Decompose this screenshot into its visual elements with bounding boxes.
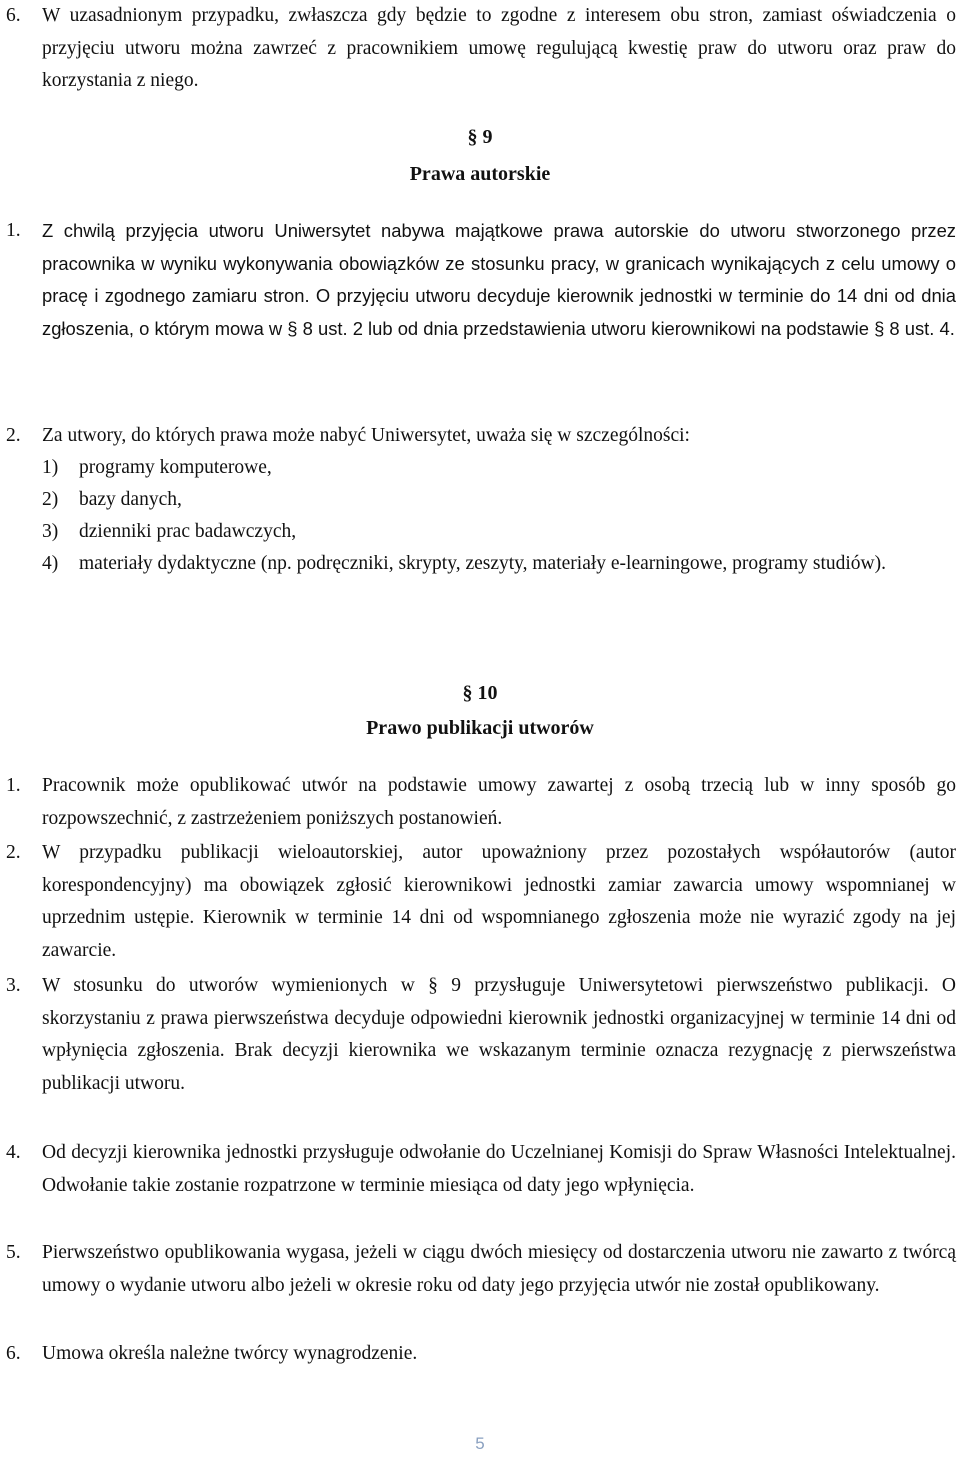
section-10-paragraph: [6, 1338, 956, 1371]
paragraph-text: Pracownik może opublikować utwór na podstawie umowy zawartej z osobą trzecią lub w inny sposób go rozpowszechnić, z zastrzeżeniem poniższych postanowień.: [42, 775, 956, 829]
section-9-paragraph-1: [6, 215, 956, 345]
list-item-number: 2): [42, 489, 59, 510]
section-10-number: § 10: [462, 682, 498, 704]
section-10-paragraph: [6, 970, 956, 1100]
list-item: [42, 484, 956, 517]
paragraph-number: 3.: [6, 975, 21, 996]
section-10-paragraph: [6, 1237, 956, 1302]
list-item-text: materiały dydaktyczne (np. podręczniki, skrypty, zeszyty, materiały e-learningowe, programy studiów).: [79, 553, 886, 574]
paragraph-text: Z chwilą przyjęcia utworu Uniwersytet nabywa majątkowe prawa autorskie do utworu stworzonego przez pracownika w wyniku wykonywania obowiązków ze stosunku pracy, w granicach wynikających z celu umowy o pracę i zgodnego zamiaru stron. O przyjęciu utworu decyduje kierownik jednostki w terminie do 14 dni od dnia zgłoszenia, o którym mowa w § 8 ust. 2 lub od dnia przedstawienia utworu kierownikowi na podstawie § 8 ust. 4.: [42, 220, 956, 339]
section-10-title: Prawo publikacji utworów: [366, 717, 594, 739]
paragraph-number: 6.: [6, 1343, 21, 1364]
list-item: [42, 548, 956, 581]
list-item-text: dzienniki prac badawczych,: [79, 521, 297, 542]
list-item-text: bazy danych,: [79, 489, 182, 510]
list-item: [42, 516, 956, 549]
paragraph-number: 5.: [6, 1242, 21, 1263]
list-item-number: 4): [42, 553, 59, 574]
list-item-text: programy komputerowe,: [79, 457, 272, 478]
section-9-number: § 9: [467, 126, 493, 148]
section-10-paragraph: [6, 1137, 956, 1202]
section-9-title: Prawa autorskie: [409, 163, 551, 185]
paragraph-number: 2.: [6, 425, 21, 446]
intro-paragraph: [6, 0, 956, 98]
section-10-paragraph: [6, 770, 956, 835]
paragraph-text: W stosunku do utworów wymienionych w § 9 przysługuje Uniwersytetowi pierwszeństwo publikacji. O skorzystaniu z prawa pierwszeństwa decyduje odpowiedni kierownik jednostki organizacyjnej w terminie 14 dni od wpłynięcia zgłoszenia. Brak decyzji kierownika we wskazanym terminie oznacza rezygnację z pierwszeństwa publikacji utworu.: [42, 975, 956, 1094]
paragraph-text: W uzasadnionym przypadku, zwłaszcza gdy będzie to zgodne z interesem obu stron, zamiast oświadczenia o przyjęciu utworu można zawrzeć z pracownikiem umowę regulującą kwestię praw do utworu oraz praw do korzystania z niego.: [42, 5, 956, 91]
list-item: [42, 452, 956, 485]
section-10-paragraph: [6, 837, 956, 967]
paragraph-number: 6.: [6, 5, 21, 26]
paragraph-text: Za utwory, do których prawa może nabyć Uniwersytet, uważa się w szczególności:: [42, 425, 690, 446]
section-9-paragraph-2: [6, 420, 956, 453]
list-item-number: 1): [42, 457, 59, 478]
paragraph-text: Od decyzji kierownika jednostki przysługuje odwołanie do Uczelnianej Komisji do Spraw Własności Intelektualnej. Odwołanie takie zostanie rozpatrzone w terminie miesiąca od daty jego wpłynięcia.: [42, 1142, 956, 1196]
list-item-number: 3): [42, 521, 59, 542]
paragraph-number: 1.: [6, 775, 21, 796]
paragraph-text: Umowa określa należne twórcy wynagrodzenie.: [42, 1343, 418, 1364]
paragraph-number: 2.: [6, 842, 21, 863]
paragraph-number: 4.: [6, 1142, 21, 1163]
paragraph-text: W przypadku publikacji wieloautorskiej, autor upoważniony przez pozostałych współautorów (autor korespondencyjny) ma obowiązek zgłosić kierownikowi jednostki zamiar zawarcia umowy wspomnianej w uprzednim ustępie. Kierownik w terminie 14 dni od wspomnianego zgłoszenia może nie wyrazić zgody na jej zawarcie.: [42, 842, 956, 961]
page-number: 5: [475, 1434, 485, 1453]
paragraph-text: Pierwszeństwo opublikowania wygasa, jeżeli w ciągu dwóch miesięcy od dostarczenia utworu nie zawarto z twórcą umowy o wydanie utworu albo jeżeli w okresie roku od daty jego przyjęcia utwór nie został opublikowany.: [42, 1242, 956, 1296]
paragraph-number: 1.: [6, 220, 21, 241]
